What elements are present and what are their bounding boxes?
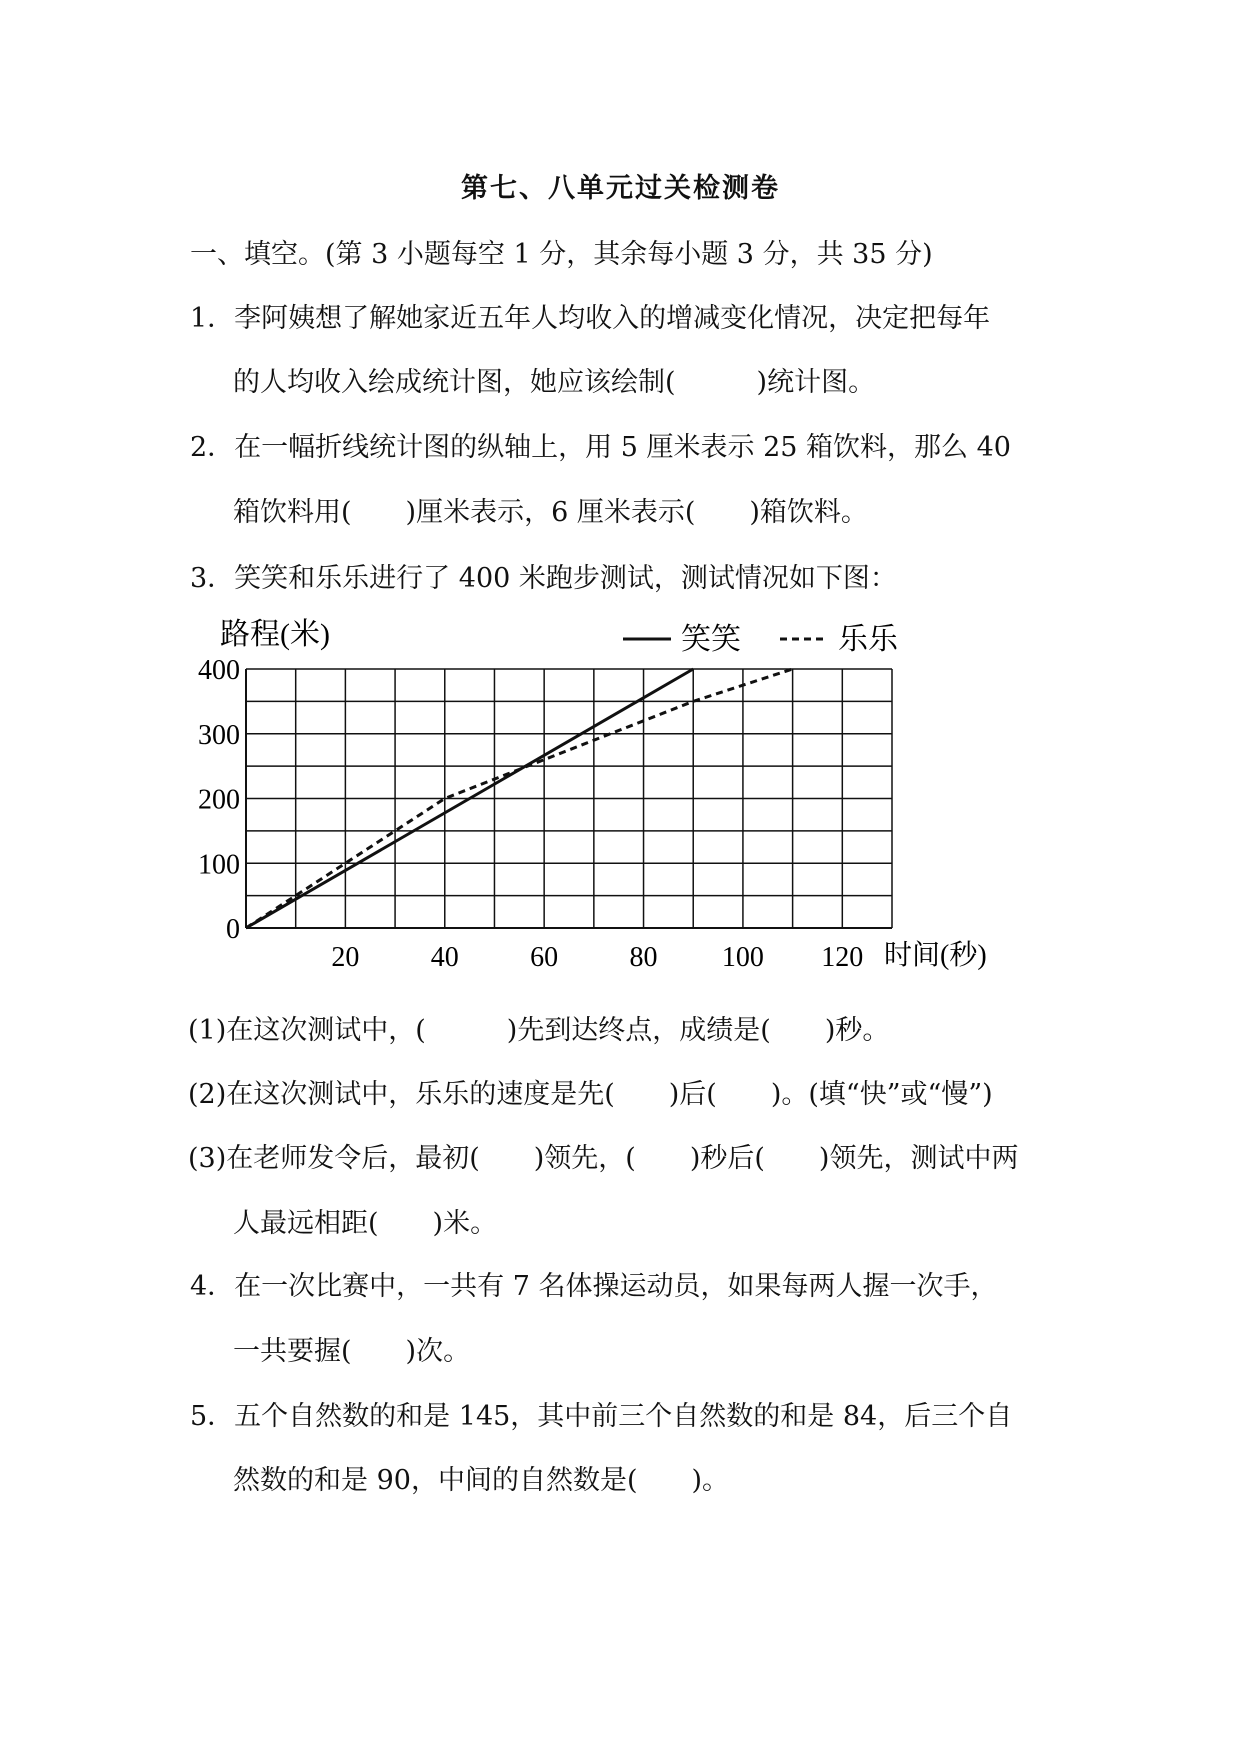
chart-ticks <box>198 655 863 973</box>
section-heading: 一、填空。(第 3 小题每空 1 分，其余每小题 3 分，共 35 分) <box>190 239 933 270</box>
x-tick-label: 20 <box>331 942 360 973</box>
x-tick-label: 60 <box>530 942 559 973</box>
question-4-line-2: 一共要握( )次。 <box>233 1336 471 1367</box>
question-3-part-3-line-2: 人最远相距( )米。 <box>233 1208 498 1239</box>
y-tick-label: 300 <box>198 719 240 751</box>
question-1-line-1: 1．李阿姨想了解她家近五年人均收入的增减变化情况，决定把每年 <box>190 303 991 334</box>
question-5-line-1: 5．五个自然数的和是 145，其中前三个自然数的和是 84，后三个自 <box>190 1401 1013 1432</box>
question-3-part-3-line-1: (3)在老师发令后，最初( )领先，( )秒后( )领先，测试中两 <box>188 1143 1019 1174</box>
x-tick-label: 100 <box>721 942 764 973</box>
question-2-line-2: 箱饮料用( )厘米表示，6 厘米表示( )箱饮料。 <box>233 497 868 528</box>
question-3-part-1: (1)在这次测试中，( )先到达终点，成绩是( )秒。 <box>188 1015 890 1046</box>
y-tick-label: 100 <box>198 849 240 881</box>
legend-label: 笑笑 <box>681 623 741 656</box>
legend-label: 乐乐 <box>838 623 898 656</box>
question-3-part-2: (2)在这次测试中，乐乐的速度是先( )后( )。(填“快”或“慢”) <box>188 1079 993 1110</box>
question-4-line-1: 4．在一次比赛中，一共有 7 名体操运动员，如果每两人握一次手， <box>190 1271 998 1302</box>
x-tick-label: 40 <box>430 942 459 973</box>
chart-grid <box>246 669 892 928</box>
x-tick-label: 80 <box>629 942 658 973</box>
y-tick-label: 0 <box>226 914 240 945</box>
x-tick-label: 120 <box>821 942 864 973</box>
page-title: 第七、八单元过关检测卷 <box>461 173 780 204</box>
distance-time-chart <box>180 612 1020 987</box>
y-tick-label: 400 <box>198 655 240 686</box>
question-3-line-1: 3．笑笑和乐乐进行了 400 米跑步测试，测试情况如下图： <box>190 563 897 594</box>
question-5-line-2: 然数的和是 90，中间的自然数是( )。 <box>233 1465 730 1496</box>
question-1-line-2: 的人均收入绘成统计图，她应该绘制( )统计图。 <box>233 367 876 398</box>
x-axis-label: 时间(秒) <box>884 940 987 971</box>
y-tick-label: 200 <box>198 784 240 816</box>
question-2-line-1: 2．在一幅折线统计图的纵轴上，用 5 厘米表示 25 箱饮料，那么 40 <box>190 432 1011 463</box>
y-axis-label: 路程(米) <box>220 618 330 651</box>
chart-legend <box>623 623 899 656</box>
